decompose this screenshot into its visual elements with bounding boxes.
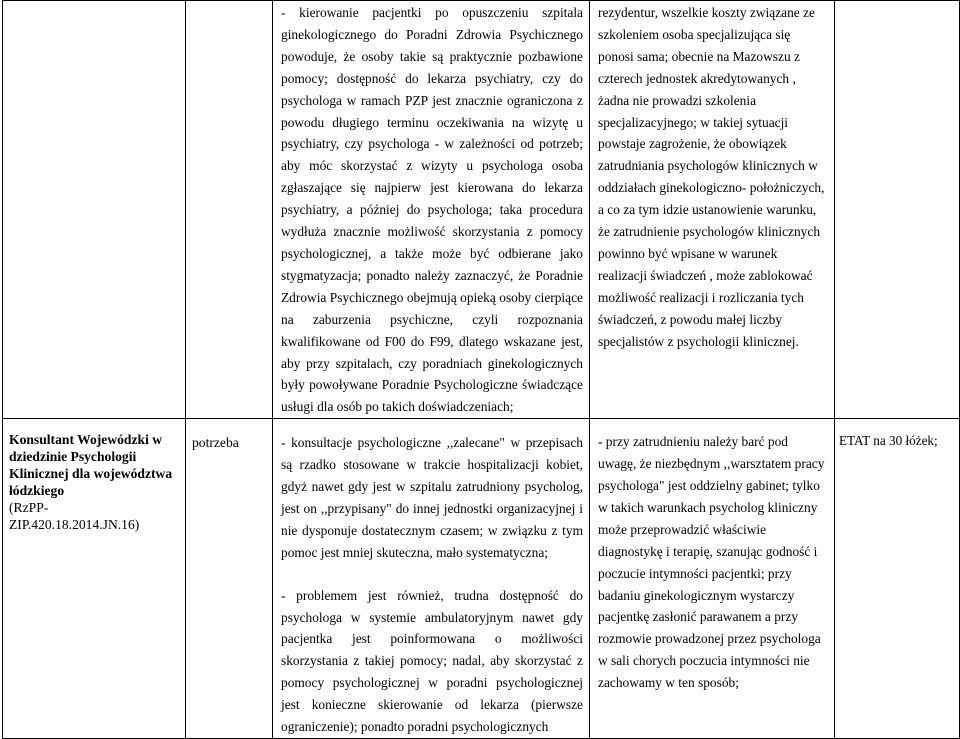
text-line: klinicznych w oddziałach ginekologiczno- <box>598 158 818 196</box>
author-title <box>9 431 181 499</box>
text-line: rozmowie prowadzonej przez psychologa <box>598 631 821 647</box>
proposal-cell <box>590 419 835 739</box>
text-line: może przeprowadzić właściwie <box>598 521 767 537</box>
text-line: Konsultant Wojewódzki <box>9 432 149 448</box>
text-line: sama; obecnie na Mazowszu z czterech <box>598 48 800 86</box>
note-text: ETAT na 30 łóżek; <box>839 433 938 449</box>
table-row <box>3 419 960 739</box>
text-line: klinicznej. <box>742 333 799 349</box>
text-line: powoduje, że osoby takie są praktycznie pozbawione <box>281 48 583 64</box>
category-cell <box>186 1 273 419</box>
text-line: wpisane w warunek realizacji świadczeń , <box>598 245 778 283</box>
text-line: psychologów klinicznych powinno być <box>598 224 821 261</box>
text-line: skorzystania z takiej pomocy; nadal, aby skorzystać z <box>281 653 583 669</box>
category-text: potrzeba <box>192 435 239 451</box>
text-line: pomoc jest mniej skuteczna, mało systematyczna; <box>281 544 548 560</box>
text-line: obowiązek zatrudniania psychologów <box>598 136 787 174</box>
text-line: doświadczeniach; <box>418 399 514 415</box>
text-line: dysponuje dostatecznym czasem; w związku z tym <box>302 522 583 538</box>
text-line: ograniczenie); ponadto poradni psychologicznych <box>281 719 549 735</box>
text-line: Poradnie Zdrowia Psychicznego obejmują opieką <box>281 267 583 305</box>
text-line: szkoleniem osoba specjalizująca się ponosi <box>598 26 791 64</box>
text-line: w sali chorych poczucia intymności nie <box>598 653 810 669</box>
text-line: ginekologicznych były powoływane Poradnie <box>281 355 583 393</box>
text-line: - kierowanie pacjentki po opuszczeniu szpitala <box>281 5 583 20</box>
text-line: - przy zatrudnieniu należy barć pod <box>598 434 788 450</box>
text-line: - problemem jest również, trudna dostępność do <box>281 587 583 603</box>
category-cell <box>186 419 273 739</box>
comment-cell <box>273 419 590 739</box>
comment-cell <box>273 1 590 419</box>
text-line: takiej sytuacji powstaje zagrożenie, że <box>598 114 789 152</box>
text-line: psychiatry, czy psychologa - w zależności od potrzeb; <box>281 136 583 152</box>
comment-paragraph-1 <box>273 419 589 563</box>
text-line: diagnostykę i terapię, szanując godność i <box>598 543 818 559</box>
text-line: małej liczby specjalistów z psychologii <box>598 311 783 349</box>
text-line: ustanowienie warunku, że zatrudnienie <box>598 202 817 240</box>
text-line: ginekologicznego do Poradni Zdrowia Psychicznego <box>281 26 583 42</box>
author-name <box>3 419 185 533</box>
author-reference <box>9 499 181 533</box>
comments-table <box>2 0 960 739</box>
text-line: ZIP.420.18.2014.JN.16) <box>9 517 140 533</box>
text-line: zachowamy w ten sposób; <box>598 675 739 691</box>
text-line: psychiatry, a później do psychologa; taka procedura <box>281 202 583 218</box>
text-line: zgłaszające się najpierw jest kierowana do lekarza <box>281 180 583 196</box>
text-line: psychologa w systemie ambulatoryjnym nawet gdy <box>281 609 583 625</box>
text-line: pacjentkę zasłonić parawanem a przy <box>598 609 799 625</box>
proposal-cell <box>590 1 835 419</box>
text-line: wskazane jest, aby przy szpitalach, czy poradniach <box>281 333 584 371</box>
text-line: pomocy; dostępność do lekarza psychiatry, czy do <box>281 70 583 86</box>
text-line: - konsultacje psychologiczne ,,zalecane" w przepisach są <box>281 435 583 473</box>
text-line: Klinicznej dla <box>9 466 91 482</box>
text-line: badaniu ginekologicznym wystarczy <box>598 587 795 603</box>
text-line: psychologicznej, a także może być odbierane jako <box>281 245 583 261</box>
text-line: psychologa" jest oddzielny gabinet; tylko <box>598 478 820 494</box>
text-line: może zablokować możliwość realizacji i <box>598 267 813 305</box>
text-line: jednostek akredytowanych , żadna nie <box>598 70 796 108</box>
comment-paragraph-2 <box>273 585 589 738</box>
text-line: z powodu długiego terminu oczekiwania na wizytę u <box>281 92 583 130</box>
paragraph-gap <box>273 564 589 585</box>
text-line: ,,przypisany" do innej jednostki organizacyjnej i nie <box>281 500 583 538</box>
text-line: pacjentka jest poinformowana o możliwości <box>281 631 583 647</box>
text-line: rozpoznania kwalifikowane od F00 do F99, dlatego <box>281 311 583 349</box>
text-line: w dziedzinie Psychologii <box>9 432 163 465</box>
text-line: poczucie intymności pacjentki; przy <box>598 565 792 581</box>
text-line: województwa łódzkiego <box>9 466 173 499</box>
text-line: rzadko stosowane w trakcie hospitalizacji kobiet, gdyż <box>281 457 583 495</box>
text-line: konieczne skierowanie od lekarza (pierwsze <box>311 697 583 713</box>
text-line: nawet gdy jest w szpitalu zatrudniony psycholog, jest on <box>281 479 583 516</box>
note-cell <box>835 1 960 419</box>
author-cell <box>3 419 186 739</box>
comment-text <box>273 1 589 418</box>
text-line: prowadzi szkolenia specjalizacyjnego; w <box>598 92 757 130</box>
proposal-text <box>590 419 834 694</box>
text-line: psychologa w ramach PZP jest znacznie ograniczona <box>281 92 573 108</box>
proposal-text <box>590 1 834 353</box>
table-row <box>3 1 960 419</box>
text-line: stygmatyzacja; ponadto należy zaznaczyć, że <box>281 267 531 283</box>
text-line: (RzPP- <box>9 500 49 516</box>
text-line: rezydentur, wszelkie koszty związane ze <box>598 5 815 20</box>
text-line: osoby cierpiące na zaburzenia psychiczne, czyli <box>281 289 583 327</box>
text-line: w takich warunkach psycholog kliniczny <box>598 499 818 515</box>
text-line: uwagę, że niezbędnym ,,warsztatem pracy <box>598 456 825 472</box>
author-cell <box>3 1 186 419</box>
note-cell <box>835 419 960 739</box>
text-line: położniczych, a co za tym idzie <box>598 180 825 218</box>
text-line: wydłuża znacznie możliwość skorzystania z pomocy <box>281 224 583 240</box>
text-line: rozliczania tych świadczeń, z powodu <box>598 289 804 327</box>
text-line: Psychologiczne świadczące usługi dla osób po takich <box>281 377 583 415</box>
text-line: pomocy psychologicznej w poradni psychologicznej jest <box>281 675 583 713</box>
text-line: aby móc skorzystać z wizyty u psychologa osoba <box>281 158 583 174</box>
